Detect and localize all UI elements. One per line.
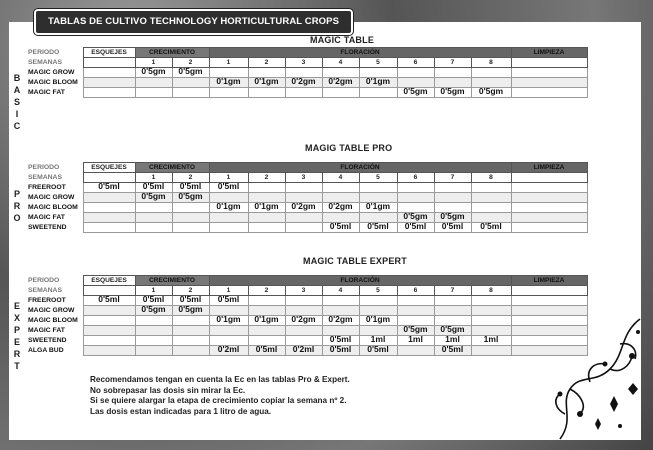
dose-cell <box>135 213 172 223</box>
dose-cell <box>471 316 511 326</box>
dose-value: 0'1gm <box>254 76 279 86</box>
dose-cell <box>511 78 587 88</box>
product-label: MAGIC FAT <box>28 89 65 96</box>
limpieza-header: LIMPIEZA <box>511 48 587 58</box>
dose-cell <box>471 296 511 306</box>
dose-cell <box>83 203 135 213</box>
dose-cell <box>285 88 322 98</box>
dose-cell <box>322 346 359 356</box>
dose-cell <box>248 183 285 193</box>
dose-cell <box>209 88 248 98</box>
section-title: MAGIC TABLE EXPERT <box>303 256 407 266</box>
dose-cell <box>359 78 397 88</box>
dose-cell <box>248 223 285 233</box>
dose-cell <box>135 316 172 326</box>
dose-cell <box>83 78 135 88</box>
dose-cell <box>209 346 248 356</box>
table-row <box>25 213 587 223</box>
table-row <box>25 223 587 233</box>
dose-value: 0'1gm <box>216 314 241 324</box>
table-row <box>25 48 587 58</box>
week-cell: 8 <box>471 58 511 68</box>
dose-value: 0'5gm <box>403 324 428 334</box>
dose-cell <box>83 326 135 336</box>
periodo-label: PERIODO <box>28 49 60 56</box>
dose-value: 0'2gm <box>328 76 353 86</box>
side-label-letter: I <box>15 109 19 119</box>
dose-cell <box>135 203 172 213</box>
section-side-label <box>12 188 22 224</box>
dose-value: 0'5gm <box>478 86 504 96</box>
dosage-table <box>25 162 588 233</box>
dose-cell <box>471 223 511 233</box>
dose-cell <box>248 316 285 326</box>
side-label-letter: A <box>13 85 21 95</box>
esquejes-header: ESQUEJES <box>83 163 135 173</box>
week-cell: 1 <box>135 173 172 183</box>
dose-value: 0'5gm <box>178 304 203 314</box>
dose-cell <box>471 88 511 98</box>
dose-cell <box>172 336 209 346</box>
side-label-letter: C <box>13 121 21 131</box>
week-cell <box>511 58 587 68</box>
week-cell: 4 <box>322 286 359 296</box>
product-label: MAGIC BLOOM <box>28 79 78 86</box>
dose-cell <box>83 306 135 316</box>
dose-value: 0'5ml <box>98 181 120 191</box>
dose-cell <box>172 346 209 356</box>
dose-value: 1ml <box>483 334 499 344</box>
dose-cell <box>83 316 135 326</box>
dose-value: 0'5ml <box>329 344 352 354</box>
dose-cell <box>172 223 209 233</box>
dose-value: 0'5ml <box>480 221 502 231</box>
dose-cell <box>248 78 285 88</box>
dose-cell <box>135 223 172 233</box>
dose-value: 0'5gm <box>403 86 428 96</box>
dose-value: 0'5ml <box>179 294 202 304</box>
product-label: MAGIC FAT <box>28 327 65 334</box>
floracion-header: FLORACIÓN <box>209 48 511 58</box>
week-cell <box>511 286 587 296</box>
note-line: No sobrepasar las dosis sin mirar la Ec. <box>90 385 246 395</box>
page-title: TABLAS DE CULTIVO TECHNOLOGY HORTICULTURAL CROPS <box>34 9 353 35</box>
week-cell: 1 <box>209 58 248 68</box>
table-row <box>25 203 587 213</box>
dose-cell <box>511 213 587 223</box>
week-cell: 2 <box>172 173 209 183</box>
week-cell: 1 <box>209 173 248 183</box>
dose-cell <box>322 78 359 88</box>
week-cell: 8 <box>471 173 511 183</box>
dose-cell <box>209 213 248 223</box>
limpieza-header: LIMPIEZA <box>511 276 587 286</box>
dose-cell <box>172 203 209 213</box>
dosage-table <box>25 275 588 356</box>
dose-value: 0'2gm <box>328 314 353 324</box>
week-cell: 2 <box>172 58 209 68</box>
product-label: FREEROOT <box>28 297 66 304</box>
dose-value: 0'1gm <box>365 76 391 86</box>
dose-value: 1ml <box>445 334 460 344</box>
dose-cell <box>135 306 172 316</box>
side-label-letter: E <box>13 301 20 311</box>
table-row <box>25 88 587 98</box>
dose-cell <box>285 78 322 88</box>
dose-value: 0'5ml <box>441 344 464 354</box>
dose-value: 0'1gm <box>365 314 391 324</box>
dose-value: 0'5ml <box>367 221 389 231</box>
dose-value: 0'5ml <box>329 221 352 231</box>
dose-cell <box>172 326 209 336</box>
week-cell: 3 <box>285 173 322 183</box>
dose-cell <box>209 316 248 326</box>
side-label-letter: X <box>13 313 20 323</box>
dose-cell <box>172 193 209 203</box>
dose-cell <box>285 326 322 336</box>
table-row <box>25 276 587 286</box>
table-row <box>25 296 587 306</box>
week-cell: 7 <box>434 286 471 296</box>
section-title: MAGIC TABLE <box>310 35 375 45</box>
week-cell: 3 <box>285 58 322 68</box>
week-cell: 6 <box>397 286 434 296</box>
dose-cell <box>135 193 172 203</box>
dose-cell <box>209 296 248 306</box>
dose-cell <box>322 296 359 306</box>
periodo-label: PERIODO <box>28 277 60 284</box>
table-row <box>25 58 587 68</box>
week-cell: 4 <box>322 58 359 68</box>
side-label-letter: O <box>13 213 21 223</box>
dose-cell <box>83 68 135 78</box>
dose-value: 0'5gm <box>440 324 465 334</box>
dose-cell <box>397 88 434 98</box>
dose-cell <box>397 223 434 233</box>
dose-value: 0'5gm <box>141 66 166 76</box>
dose-cell <box>285 316 322 326</box>
dose-cell <box>83 223 135 233</box>
week-cell: 7 <box>434 58 471 68</box>
dose-cell <box>471 68 511 78</box>
section-title: MAGIG TABLE PRO <box>305 143 393 153</box>
semanas-label: SEMANAS <box>28 174 62 181</box>
week-cell: 2 <box>248 286 285 296</box>
dose-cell <box>359 223 397 233</box>
dose-cell <box>135 346 172 356</box>
dose-cell <box>285 296 322 306</box>
dose-value: 0'2gm <box>291 201 316 211</box>
product-label: MAGIC GROW <box>28 194 75 201</box>
dose-value: 0'5ml <box>98 294 120 304</box>
dose-cell <box>359 203 397 213</box>
dose-cell <box>359 316 397 326</box>
week-cell: 6 <box>397 173 434 183</box>
dose-value: 0'2ml <box>292 344 315 354</box>
table-row <box>25 346 587 356</box>
week-cell: 2 <box>248 173 285 183</box>
dose-cell <box>471 193 511 203</box>
dose-cell <box>172 78 209 88</box>
dose-value: 0'5gm <box>440 211 465 221</box>
floral-ornament-icon <box>550 314 645 444</box>
dose-cell <box>434 68 471 78</box>
week-cell: 8 <box>471 286 511 296</box>
dose-cell <box>172 68 209 78</box>
week-cell: 1 <box>135 58 172 68</box>
dose-cell <box>322 203 359 213</box>
dose-cell <box>83 296 135 306</box>
semanas-label: SEMANAS <box>28 287 62 294</box>
dose-cell <box>434 88 471 98</box>
product-label: MAGIC GROW <box>28 307 75 314</box>
side-label-letter: E <box>13 337 20 347</box>
product-label: MAGIC GROW <box>28 69 75 76</box>
dose-cell <box>135 68 172 78</box>
dose-cell <box>322 316 359 326</box>
notes <box>90 375 350 417</box>
dose-value: 1ml <box>408 334 423 344</box>
dose-cell <box>248 203 285 213</box>
week-cell: 5 <box>359 286 397 296</box>
dose-value: 1ml <box>370 334 386 344</box>
limpieza-header: LIMPIEZA <box>511 163 587 173</box>
dose-cell <box>471 346 511 356</box>
dose-cell <box>471 203 511 213</box>
dose-value: 0'5ml <box>217 294 240 304</box>
week-cell <box>511 173 587 183</box>
dose-cell <box>285 183 322 193</box>
dose-value: 0'1gm <box>254 314 279 324</box>
product-label: MAGIC BLOOM <box>28 317 78 324</box>
dose-cell <box>434 296 471 306</box>
crecimiento-header: CRECIMIENTO <box>135 48 209 58</box>
dose-cell <box>322 223 359 233</box>
week-cell: 1 <box>135 286 172 296</box>
dose-cell <box>359 183 397 193</box>
dose-cell <box>172 88 209 98</box>
dose-cell <box>209 223 248 233</box>
dose-cell <box>397 306 434 316</box>
dose-cell <box>511 88 587 98</box>
dose-cell <box>511 183 587 193</box>
table-row <box>25 316 587 326</box>
side-label-letter: S <box>13 97 20 107</box>
week-cell: 5 <box>359 173 397 183</box>
dose-cell <box>397 336 434 346</box>
dose-cell <box>248 326 285 336</box>
side-label-letter: P <box>13 325 20 335</box>
floracion-header: FLORACIÓN <box>209 163 511 173</box>
dose-value: 0'2gm <box>291 314 316 324</box>
dose-cell <box>397 346 434 356</box>
week-cell: 5 <box>359 58 397 68</box>
dose-cell <box>359 296 397 306</box>
dose-value: 0'5ml <box>404 221 427 231</box>
esquejes-header: ESQUEJES <box>83 276 135 286</box>
product-label: SWEETEND <box>28 224 67 231</box>
week-cell: 6 <box>397 58 434 68</box>
side-label-letter: P <box>13 189 20 199</box>
dose-cell <box>511 193 587 203</box>
table-row <box>25 326 587 336</box>
week-cell <box>83 58 135 68</box>
side-label-letter: R <box>13 201 21 211</box>
dose-cell <box>172 213 209 223</box>
table-row <box>25 163 587 173</box>
crecimiento-header: CRECIMIENTO <box>135 276 209 286</box>
dose-value: 0'5ml <box>367 344 389 354</box>
dose-cell <box>359 88 397 98</box>
product-label: ALGA BUD <box>28 347 64 354</box>
dose-cell <box>434 183 471 193</box>
section-side-label <box>12 300 22 372</box>
dose-value: 0'1gm <box>216 201 241 211</box>
dose-value: 0'5gm <box>141 304 166 314</box>
dose-value: 0'1gm <box>216 76 241 86</box>
dose-value: 0'2gm <box>328 201 353 211</box>
dose-cell <box>209 78 248 88</box>
dose-cell <box>471 183 511 193</box>
dose-value: 0'2ml <box>217 344 240 354</box>
dose-cell <box>397 183 434 193</box>
week-cell: 3 <box>285 286 322 296</box>
dose-cell <box>135 326 172 336</box>
dose-value: 0'5ml <box>329 334 352 344</box>
side-label-letter: B <box>13 73 21 83</box>
note-line: Si se quiere alargar la etapa de crecimiento copiar la semana nº 2. <box>90 396 347 405</box>
dose-cell <box>172 316 209 326</box>
product-label: FREEROOT <box>28 184 66 191</box>
dose-value: 0'5gm <box>141 191 166 201</box>
dose-cell <box>83 183 135 193</box>
section-side-label <box>12 72 22 132</box>
dose-value: 0'1gm <box>365 201 391 211</box>
product-label: MAGIC FAT <box>28 214 65 221</box>
dose-cell <box>322 88 359 98</box>
dose-cell <box>322 183 359 193</box>
dose-cell <box>172 306 209 316</box>
dose-cell <box>209 183 248 193</box>
dose-cell <box>83 213 135 223</box>
dose-value: 0'5ml <box>255 344 278 354</box>
week-cell: 1 <box>209 286 248 296</box>
dose-value: 0'5gm <box>403 211 428 221</box>
dose-cell <box>397 296 434 306</box>
week-cell: 2 <box>172 286 209 296</box>
dose-value: 0'2gm <box>291 76 316 86</box>
semanas-label: SEMANAS <box>28 59 62 66</box>
dose-value: 0'5ml <box>217 181 240 191</box>
dose-cell <box>248 346 285 356</box>
dose-value: 0'1gm <box>254 201 279 211</box>
dose-cell <box>135 78 172 88</box>
week-cell: 4 <box>322 173 359 183</box>
dose-value: 0'5ml <box>441 221 464 231</box>
dose-cell <box>248 296 285 306</box>
dose-value: 0'5gm <box>178 191 203 201</box>
dose-cell <box>511 223 587 233</box>
dose-cell <box>135 336 172 346</box>
dose-value: 0'5ml <box>142 294 165 304</box>
esquejes-header: ESQUEJES <box>83 48 135 58</box>
dose-cell <box>83 193 135 203</box>
dose-cell <box>209 203 248 213</box>
dose-cell <box>511 296 587 306</box>
dose-cell <box>285 346 322 356</box>
product-label: SWEETEND <box>28 337 67 344</box>
periodo-label: PERIODO <box>28 164 60 171</box>
dose-value: 0'5gm <box>178 66 203 76</box>
side-label-letter: R <box>13 349 21 359</box>
dose-cell <box>434 346 471 356</box>
dose-cell <box>434 193 471 203</box>
week-cell: 7 <box>434 173 471 183</box>
dose-cell <box>248 88 285 98</box>
week-cell: 2 <box>248 58 285 68</box>
dose-cell <box>83 88 135 98</box>
dose-cell <box>434 306 471 316</box>
dose-cell <box>511 68 587 78</box>
dose-cell <box>248 213 285 223</box>
product-label: MAGIC BLOOM <box>28 204 78 211</box>
dose-value: 0'5gm <box>440 86 465 96</box>
dose-cell <box>397 68 434 78</box>
note-line: Las dosis estan indicadas para 1 litro de agua. <box>90 406 272 416</box>
dose-value: 0'5ml <box>179 181 202 191</box>
dose-cell <box>209 326 248 336</box>
table-row <box>25 183 587 193</box>
side-label-letter: T <box>14 361 20 371</box>
dose-cell <box>285 213 322 223</box>
dose-cell <box>471 336 511 346</box>
dose-cell <box>511 203 587 213</box>
dose-cell <box>434 223 471 233</box>
dose-cell <box>135 88 172 98</box>
dose-cell <box>285 223 322 233</box>
dose-cell <box>83 346 135 356</box>
dose-value: 0'5ml <box>142 181 165 191</box>
dose-cell <box>285 203 322 213</box>
crecimiento-header: CRECIMIENTO <box>135 163 209 173</box>
dose-cell <box>83 336 135 346</box>
floracion-header: FLORACIÓN <box>209 276 511 286</box>
dose-cell <box>397 193 434 203</box>
dose-cell <box>471 306 511 316</box>
dosage-table <box>25 47 588 98</box>
note-line: Recomendamos tengan en cuenta la Ec en las tablas Pro & Expert. <box>90 375 350 384</box>
dose-cell <box>359 346 397 356</box>
